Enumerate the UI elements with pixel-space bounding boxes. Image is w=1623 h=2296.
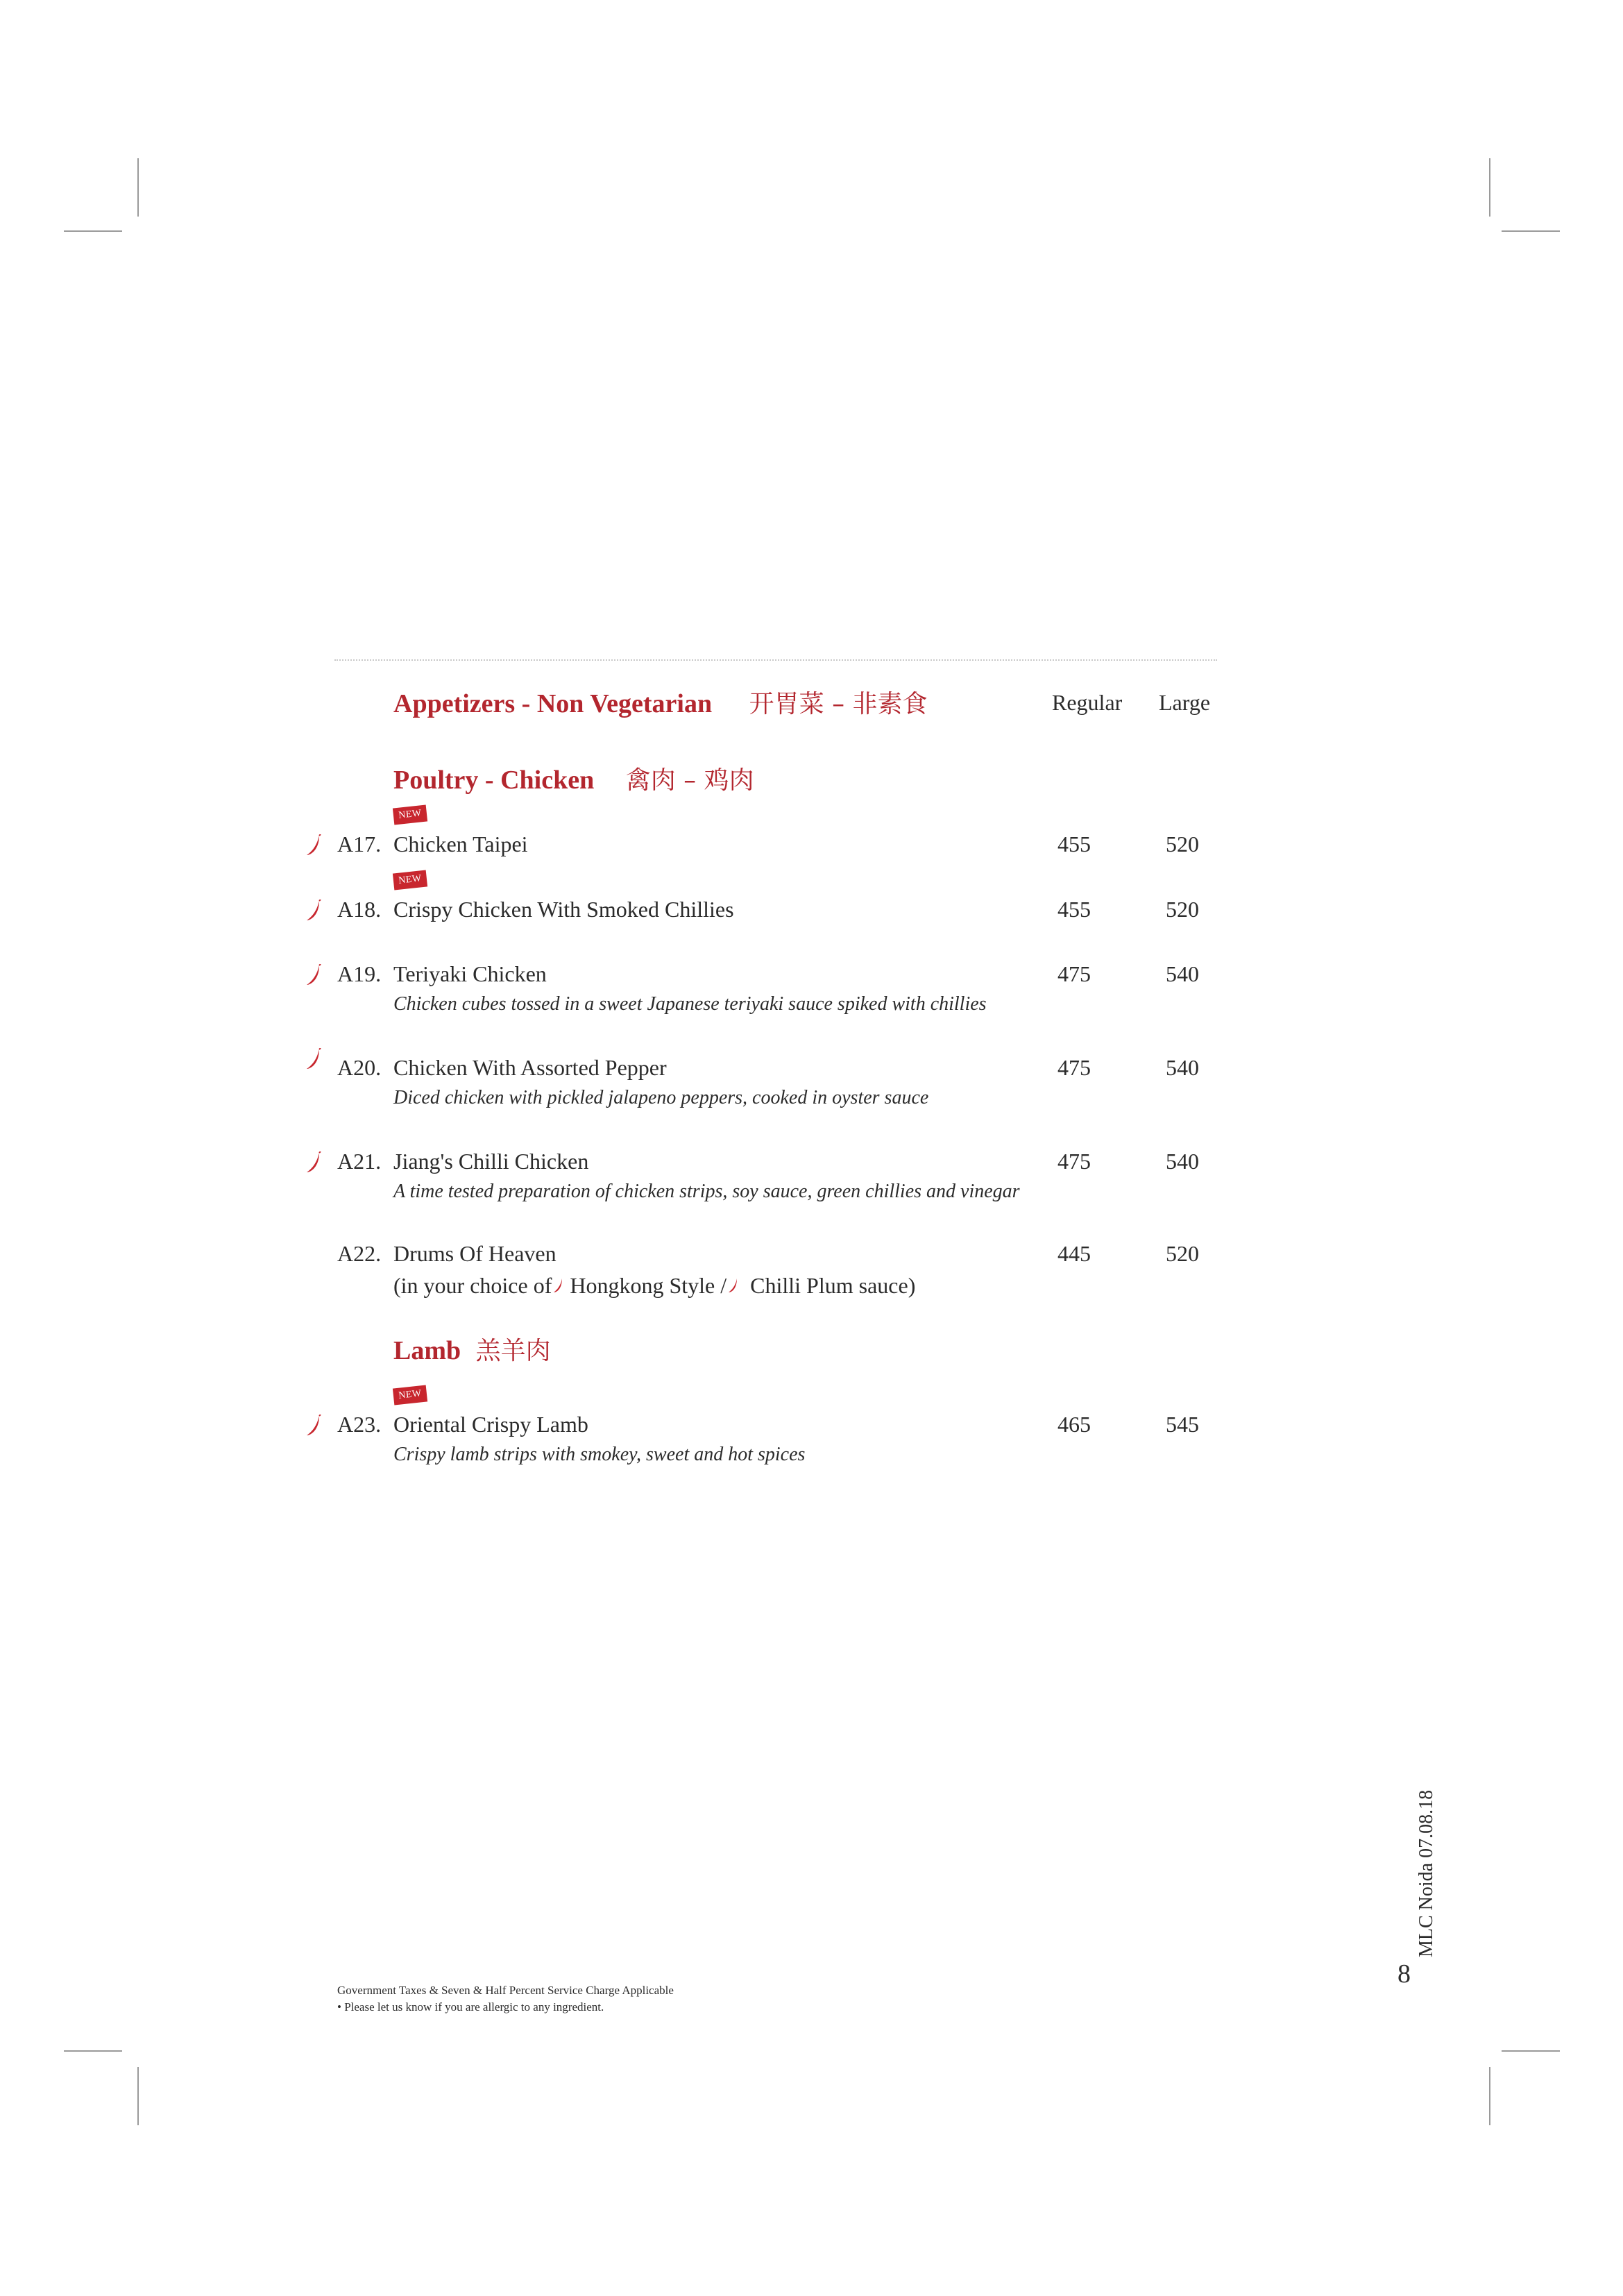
chilli-icon [304, 1151, 322, 1175]
crop-mark-bottom-left-v [137, 2067, 139, 2125]
section-title [393, 684, 928, 720]
group-title-cn: 羔羊肉 [475, 1337, 551, 1365]
chilli-icon [304, 834, 322, 858]
item-name: Jiang's Chilli Chicken [393, 1149, 589, 1174]
item-description: Crispy lamb strips with smokey, sweet and hot spices [393, 1444, 806, 1465]
footer-tax-note: Government Taxes & Seven & Half Percent Service Charge Applicable [337, 1984, 674, 1997]
chilli-icon [726, 1277, 739, 1295]
sauce-option-hongkong: Hongkong Style [570, 1273, 715, 1298]
item-price-regular: 475 [1057, 961, 1091, 986]
item-name: Chicken Taipei [393, 832, 528, 856]
item-sauce-options [393, 1273, 915, 1299]
item-price-large: 545 [1166, 1412, 1199, 1437]
crop-mark-bottom-right-v [1489, 2067, 1490, 2125]
item-code: A18. [337, 897, 382, 922]
new-badge: NEW [393, 805, 427, 825]
section-title-cn: 开胃菜 – 非素食 [749, 690, 928, 718]
footer-allergy-note: • Please let us know if you are allergic to any ingredient. [337, 2000, 604, 2014]
column-header-regular: Regular [1052, 690, 1123, 715]
sauce-options-prefix: (in your choice of [393, 1273, 552, 1298]
chilli-icon [304, 900, 322, 923]
item-name: Drums Of Heaven [393, 1241, 556, 1266]
sauce-option-chilli-plum: Chilli Plum sauce) [750, 1273, 916, 1298]
section-title-en: Appetizers - Non Vegetarian [393, 689, 713, 718]
new-badge: NEW [393, 870, 427, 890]
group-title-en: Lamb [393, 1336, 461, 1365]
item-price-large: 540 [1166, 1149, 1199, 1174]
item-price-regular: 475 [1057, 1149, 1091, 1174]
chilli-icon [304, 964, 322, 988]
crop-mark-top-left-v [137, 158, 139, 217]
chilli-icon [552, 1277, 564, 1295]
item-code: A22. [337, 1241, 382, 1266]
crop-mark-top-left-h [64, 230, 122, 232]
column-header-large: Large [1159, 690, 1211, 715]
item-price-regular: 475 [1057, 1055, 1091, 1080]
crop-mark-bottom-right-h [1502, 2050, 1560, 2052]
item-price-large: 540 [1166, 1055, 1199, 1080]
group-title-cn: 禽肉 – 鸡肉 [625, 766, 754, 795]
item-price-regular: 455 [1057, 897, 1091, 922]
side-version-text: MLC Noida 07.08.18 [1416, 1789, 1437, 1957]
item-price-regular: 445 [1057, 1241, 1091, 1266]
crop-mark-top-right-h [1502, 230, 1560, 232]
group-title-poultry [393, 761, 754, 796]
item-code: A19. [337, 961, 382, 986]
item-description: Diced chicken with pickled jalapeno peppers, cooked in oyster sauce [393, 1087, 929, 1108]
sauce-option-separator: / [720, 1273, 727, 1298]
group-title-lamb [393, 1331, 551, 1367]
new-badge: NEW [393, 1385, 427, 1406]
item-description: A time tested preparation of chicken strips, soy sauce, green chillies and vinegar [393, 1181, 1020, 1202]
crop-mark-bottom-left-h [64, 2050, 122, 2052]
item-price-large: 520 [1166, 1241, 1199, 1266]
item-price-large: 540 [1166, 961, 1199, 986]
item-name: Oriental Crispy Lamb [393, 1412, 588, 1437]
item-price-large: 520 [1166, 897, 1199, 922]
group-title-en: Poultry - Chicken [393, 766, 595, 795]
item-name: Teriyaki Chicken [393, 961, 547, 986]
item-price-regular: 465 [1057, 1412, 1091, 1437]
item-price-regular: 455 [1057, 832, 1091, 856]
page-number: 8 [1397, 1959, 1411, 1989]
item-name: Crispy Chicken With Smoked Chillies [393, 897, 734, 922]
item-code: A21. [337, 1149, 382, 1174]
item-code: A20. [337, 1055, 382, 1080]
crop-mark-top-right-v [1489, 158, 1490, 217]
chilli-icon [304, 1415, 322, 1438]
item-price-large: 520 [1166, 832, 1199, 856]
item-code: A17. [337, 832, 382, 856]
section-divider [334, 659, 1217, 661]
item-name: Chicken With Assorted Pepper [393, 1055, 667, 1080]
item-description: Chicken cubes tossed in a sweet Japanese teriyaki sauce spiked with chillies [393, 993, 987, 1015]
item-code: A23. [337, 1412, 382, 1437]
chilli-icon [304, 1048, 322, 1072]
